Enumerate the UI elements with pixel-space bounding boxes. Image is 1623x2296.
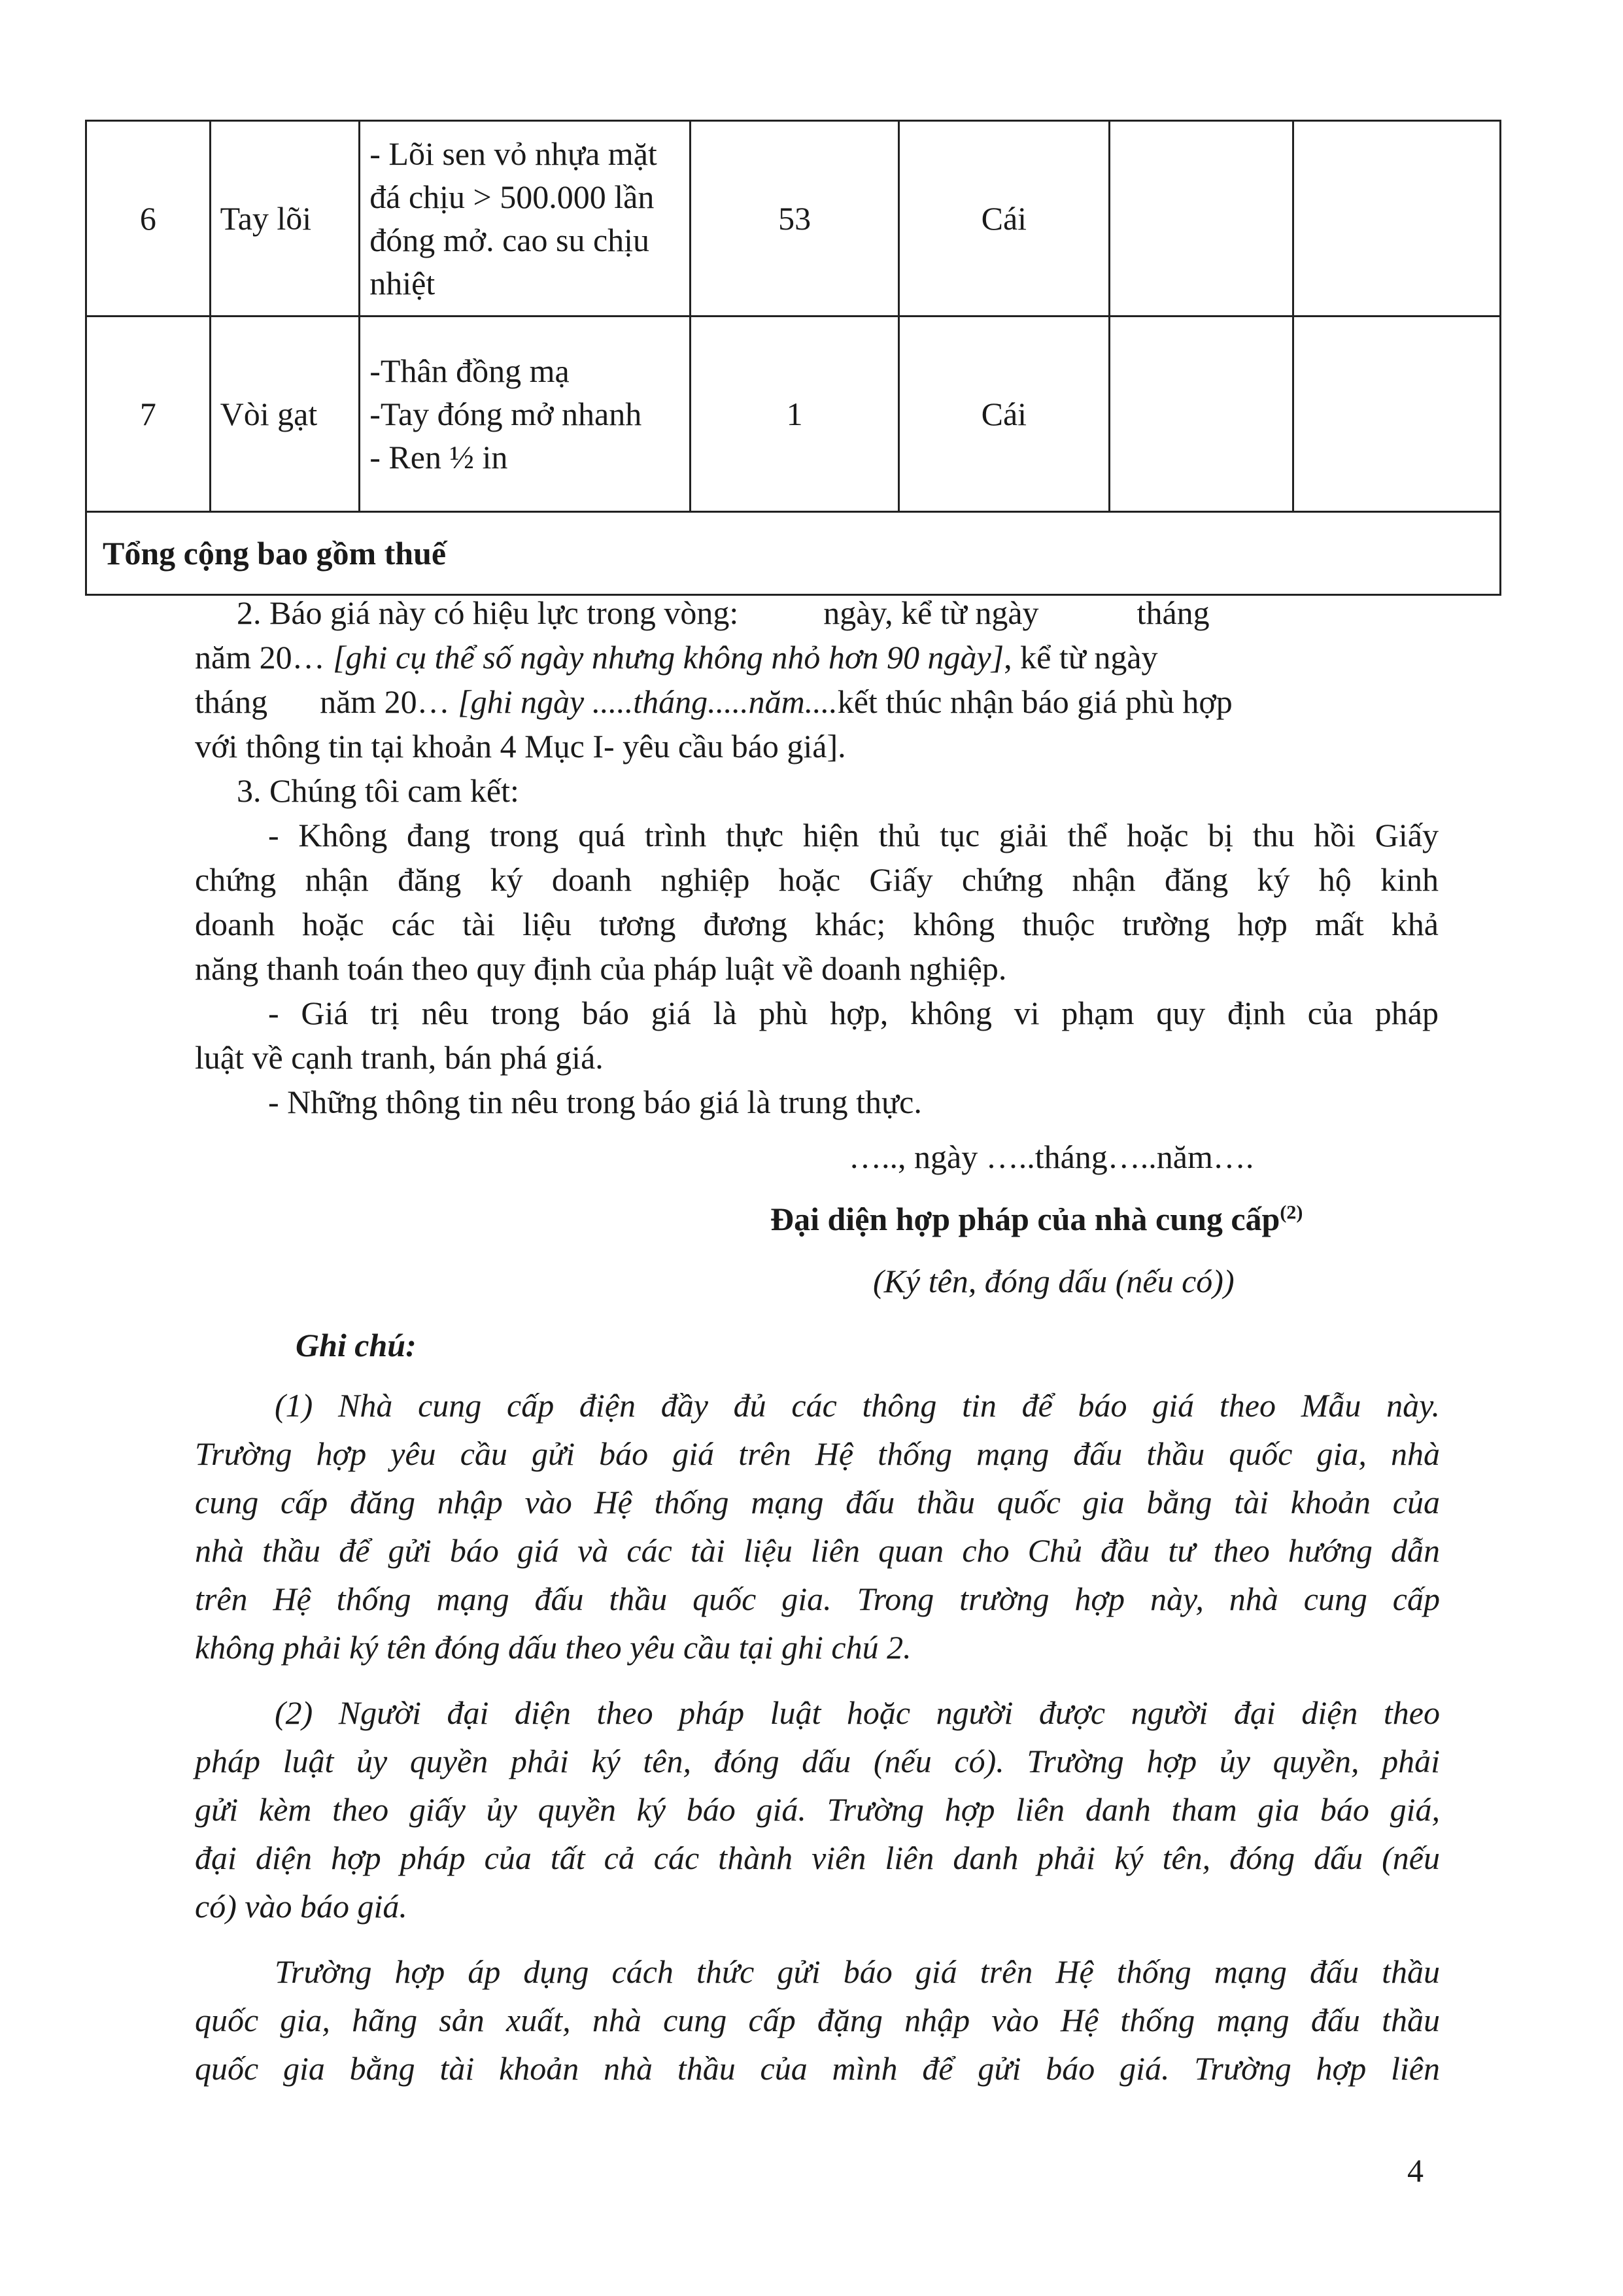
note-line: Trường hợp áp dụng cách thức gửi báo giá trên Hệ thống mạng đấu thầu [275, 1953, 1440, 1990]
validity-instruction: [ghi ngày .....tháng.....năm.... [458, 683, 838, 720]
description-line: đóng mở. cao su chịu [369, 222, 650, 258]
amount-cell [1293, 121, 1501, 317]
footnote-marker: (2) [1280, 1201, 1303, 1224]
unit-price-cell [1109, 317, 1293, 512]
unit-price-cell [1109, 121, 1293, 317]
item-quantity: 53 [691, 121, 899, 317]
validity-line-3 [195, 679, 1233, 724]
table-row [86, 121, 1501, 317]
total-label: Tổng cộng bao gồm thuế [86, 512, 1501, 595]
item-number: 7 [86, 317, 211, 512]
validity-line-4: với thông tin tại khoản 4 Mục I- yêu cầu báo giá]. [195, 728, 846, 764]
description-line: đá chịu > 500.000 lần [369, 179, 655, 215]
commitment-line: - Những thông tin nêu trong báo giá là trung thực. [268, 1084, 922, 1120]
note-line: nhà thầu để gửi báo giá và các tài liệu liên quan cho Chủ đầu tư theo hướng dẫn [195, 1532, 1440, 1569]
item-quantity: 1 [691, 317, 899, 512]
note-line: gửi kèm theo giấy ủy quyền ký báo giá. Trường hợp liên danh tham gia báo giá, [195, 1791, 1440, 1828]
note-line: không phải ký tên đóng dấu theo yêu cầu tại ghi chú 2. [195, 1629, 912, 1666]
page-number: 4 [1407, 2152, 1424, 2189]
validity-line-1 [237, 591, 1210, 635]
notes-heading: Ghi chú: [296, 1327, 417, 1363]
description-line: - Ren ½ in [369, 439, 508, 475]
note-line: quốc gia, hãng sản xuất, nhà cung cấp đặng nhập vào Hệ thống mạng đấu thầu [195, 2002, 1440, 2038]
item-name: Tay lõi [210, 121, 360, 317]
note-line: cung cấp đăng nhập vào Hệ thống mạng đấu thầu quốc gia bằng tài khoản của [195, 1484, 1440, 1520]
commitment-heading: 3. Chúng tôi cam kết: [237, 772, 519, 809]
validity-text: , kể từ ngày [1004, 639, 1158, 676]
note-line: (1) Nhà cung cấp điện đầy đủ các thông tin để báo giá theo Mẫu này. [275, 1387, 1440, 1424]
signature-title-text: Đại diện hợp pháp của nhà cung cấp [770, 1201, 1280, 1237]
validity-text: 2. Báo giá này có hiệu lực trong vòng: [237, 594, 739, 631]
signature-title [770, 1197, 1303, 1241]
validity-line-2 [195, 635, 1158, 679]
commitment-line: - Giá trị nêu trong báo giá là phù hợp, không vi phạm quy định của pháp [268, 995, 1439, 1031]
amount-cell [1293, 317, 1501, 512]
items-table [85, 120, 1501, 596]
note-line: (2) Người đại diện theo pháp luật hoặc người được người đại diện theo [275, 1694, 1440, 1731]
commitment-line: năng thanh toán theo quy định của pháp luật về doanh nghiệp. [195, 950, 1007, 987]
description-line: -Tay đóng mở nhanh [369, 396, 642, 432]
item-description [360, 317, 691, 512]
item-description [360, 121, 691, 317]
item-name: Vòi gạt [210, 317, 360, 512]
description-line: - Lõi sen vỏ nhựa mặt [369, 135, 657, 172]
note-line: Trường hợp yêu cầu gửi báo giá trên Hệ thống mạng đấu thầu quốc gia, nhà [195, 1435, 1440, 1472]
validity-text: tháng [1136, 594, 1210, 631]
validity-text: năm 20… [195, 639, 325, 676]
validity-text: kết thúc nhận báo giá phù hợp [837, 683, 1233, 720]
total-row [86, 512, 1501, 595]
note-line: đại diện hợp pháp của tất cả các thành viên liên danh phải ký tên, đóng dấu (nếu [195, 1840, 1440, 1876]
description-line: -Thân đồng mạ [369, 352, 570, 389]
commitment-line: luật về cạnh tranh, bán phá giá. [195, 1039, 604, 1076]
item-unit: Cái [899, 121, 1110, 317]
description-line: nhiệt [369, 265, 436, 301]
item-unit: Cái [899, 317, 1110, 512]
item-number: 6 [86, 121, 211, 317]
validity-instruction: [ghi cụ thể số ngày nhưng không nhỏ hơn 90 ngày] [333, 639, 1004, 676]
validity-text: tháng [195, 683, 268, 720]
note-line: trên Hệ thống mạng đấu thầu quốc gia. Trong trường hợp này, nhà cung cấp [195, 1581, 1440, 1617]
note-line: pháp luật ủy quyền phải ký tên, đóng dấu (nếu có). Trường hợp ủy quyền, phải [195, 1743, 1440, 1779]
note-line: quốc gia bằng tài khoản nhà thầu của mình để gửi báo giá. Trường hợp liên [195, 2050, 1440, 2087]
commitment-line: chứng nhận đăng ký doanh nghiệp hoặc Giấy chứng nhận đăng ký hộ kinh [195, 861, 1439, 898]
table-row [86, 317, 1501, 512]
signature-date-line: ….., ngày …..tháng…..năm…. [849, 1139, 1254, 1175]
validity-text: năm 20… [320, 683, 450, 720]
commitment-line: - Không đang trong quá trình thực hiện thủ tục giải thể hoặc bị thu hồi Giấy [268, 817, 1439, 853]
commitment-line: doanh hoặc các tài liệu tương đương khác; không thuộc trường hợp mất khả [195, 906, 1439, 942]
note-line: có) vào báo giá. [195, 1888, 407, 1925]
validity-text: ngày, kể từ ngày [823, 594, 1039, 631]
signature-instruction: (Ký tên, đóng dấu (nếu có)) [873, 1263, 1235, 1299]
